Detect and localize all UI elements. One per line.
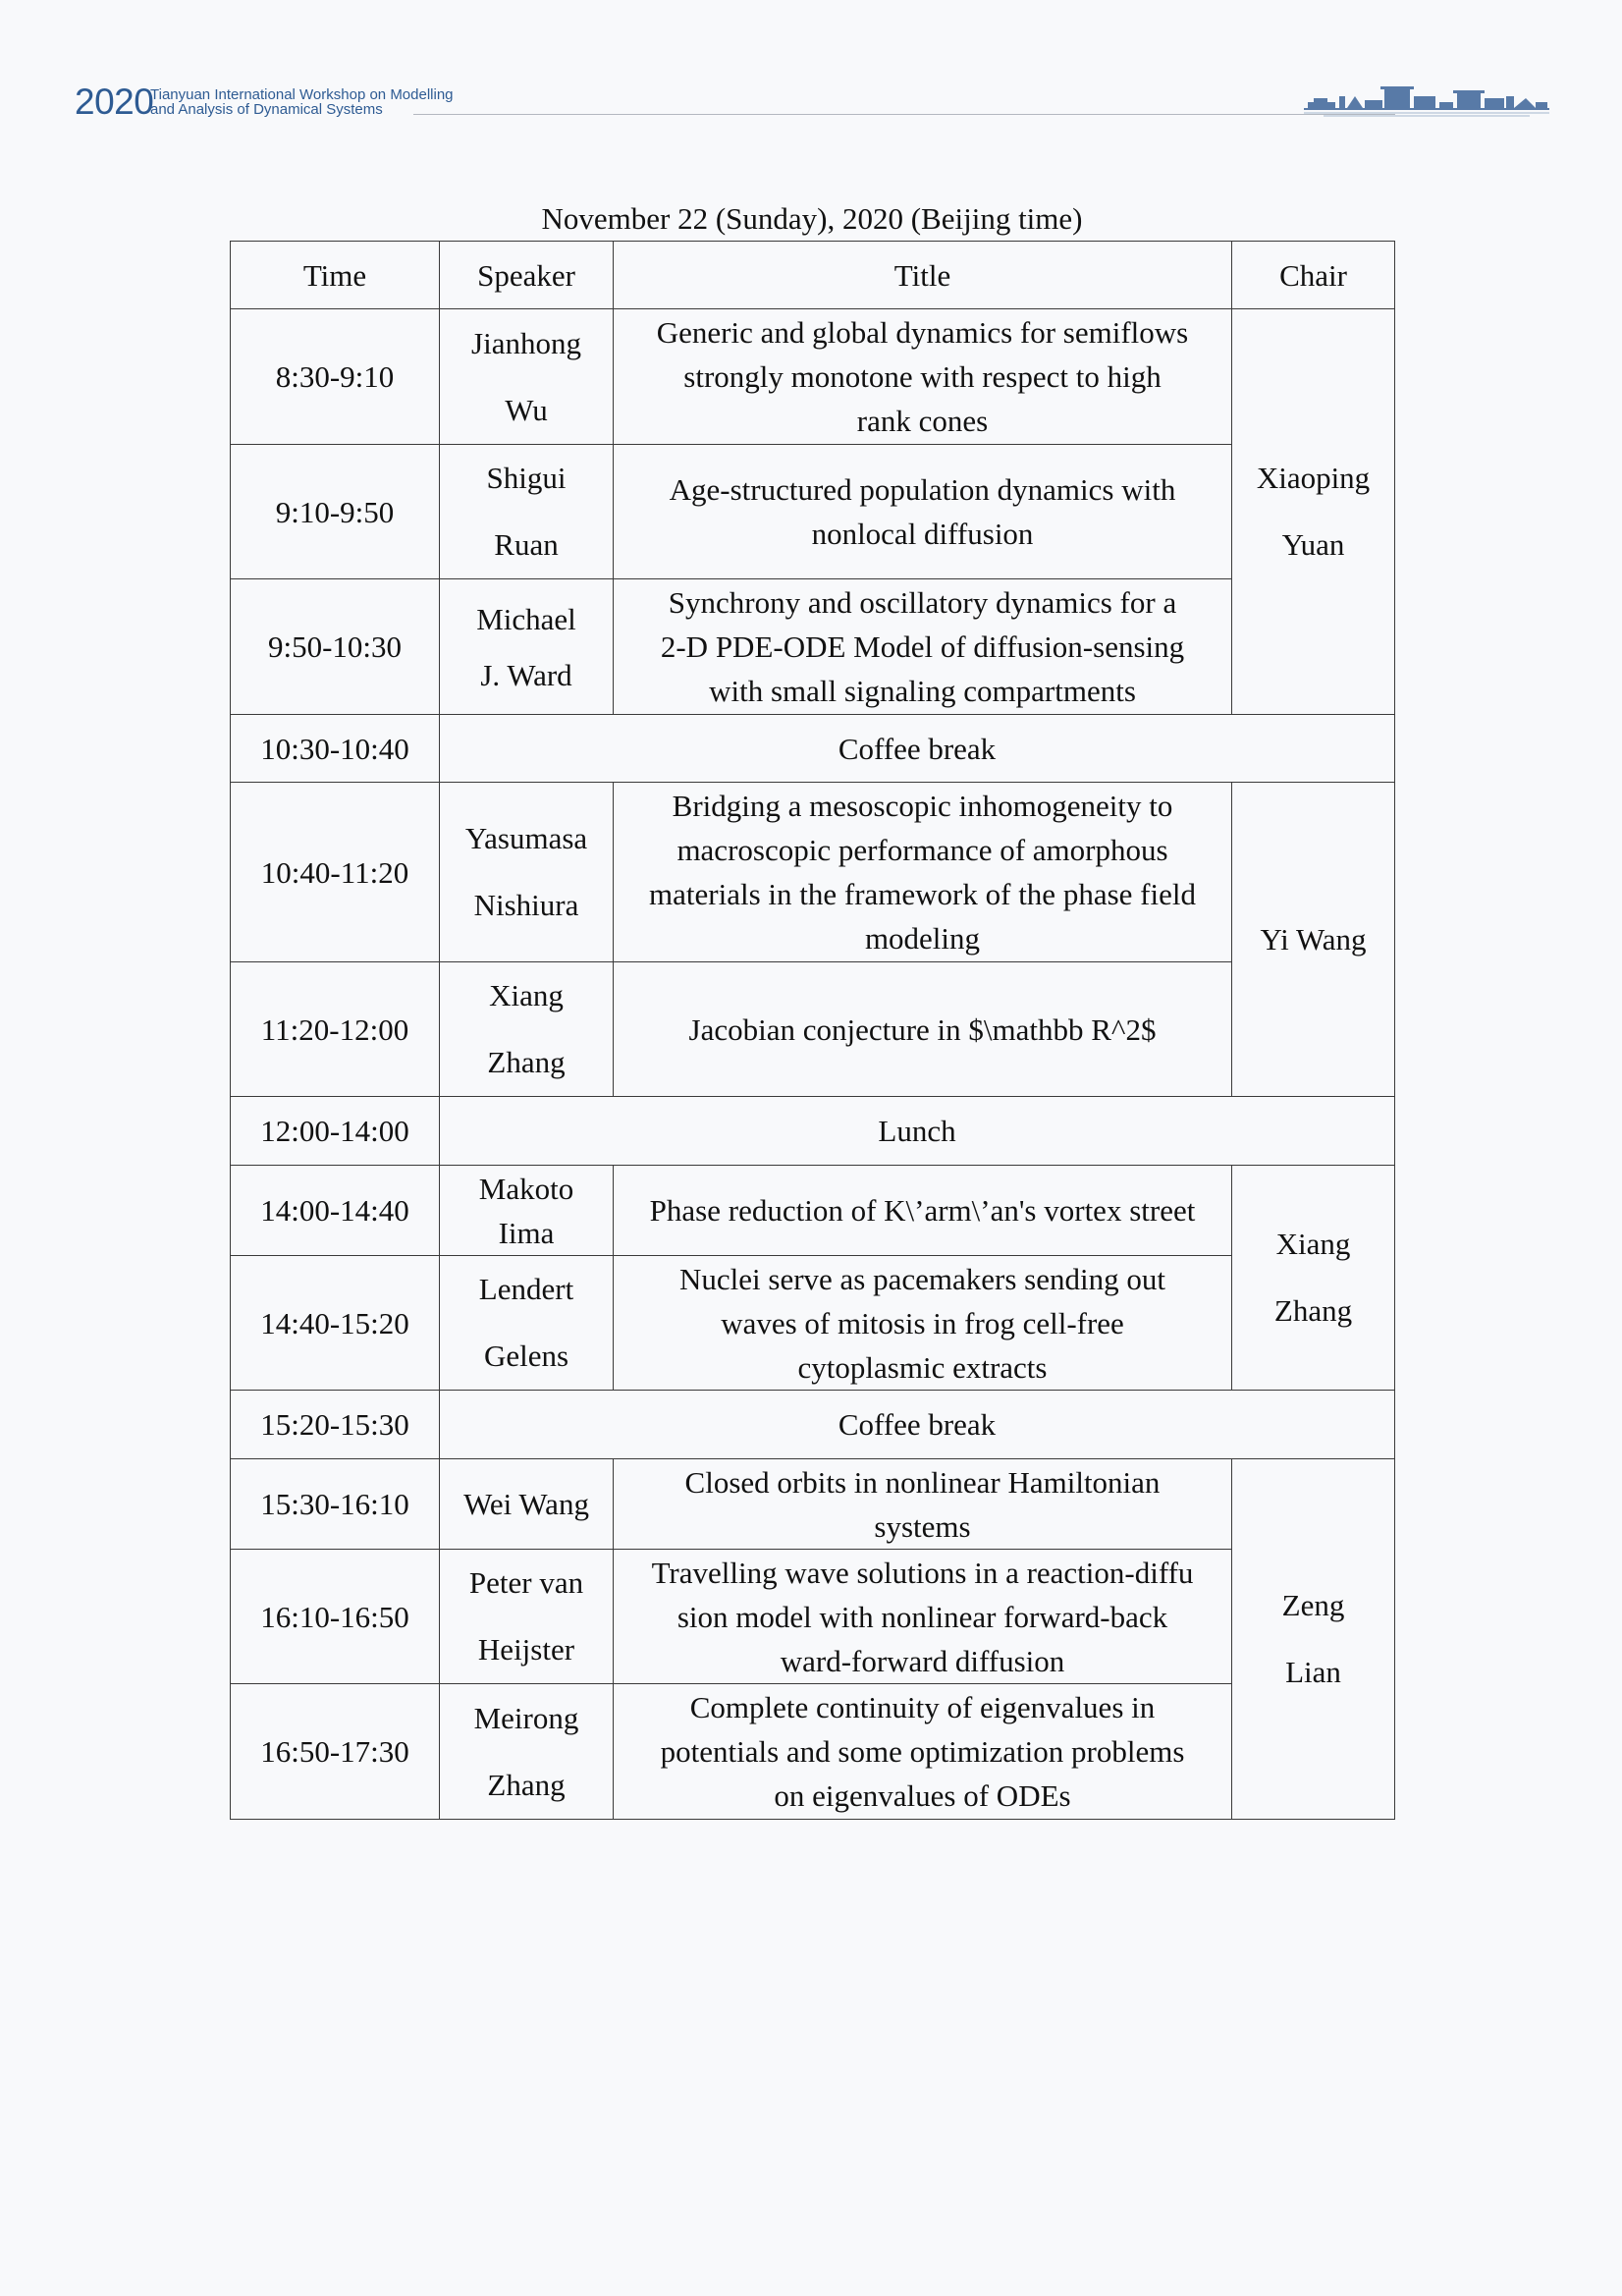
time-cell: 11:20-12:00 — [231, 962, 440, 1097]
speaker-name-line: Shigui — [486, 461, 567, 495]
chair-cell — [1232, 783, 1395, 1097]
chair-name-line: Yuan — [1281, 527, 1345, 562]
chair-cell — [1232, 1166, 1395, 1391]
header-year: 2020 — [75, 82, 154, 122]
title-line: Complete continuity of eigenvalues in — [689, 1690, 1156, 1724]
title-line: rank cones — [856, 404, 989, 438]
chair-cell — [1232, 1459, 1395, 1820]
title-line: Phase reduction of K\’arm\’an's vortex street — [649, 1193, 1196, 1228]
talk-title-cell — [614, 1684, 1232, 1820]
time-cell: 15:30-16:10 — [231, 1459, 440, 1550]
title-line: Generic and global dynamics for semiflows — [656, 315, 1189, 350]
talk-title-cell — [614, 783, 1232, 962]
title-line: sion model with nonlinear forward-back — [676, 1599, 1168, 1634]
talk-title-cell — [614, 1550, 1232, 1684]
time-cell: 16:50-17:30 — [231, 1684, 440, 1820]
speaker-name-line: Makoto — [478, 1171, 574, 1206]
speaker-cell — [440, 445, 614, 579]
talk-title-cell — [614, 309, 1232, 445]
speaker-cell — [440, 1166, 614, 1256]
chair-name-line: Yi Wang — [1260, 921, 1367, 957]
break-label: Coffee break — [440, 715, 1395, 783]
table-row — [231, 445, 1395, 579]
title-line: strongly monotone with respect to high — [683, 359, 1162, 394]
speaker-name-line: Yasumasa — [464, 821, 588, 855]
table-row — [231, 579, 1395, 715]
speaker-name-line: Jianhong — [471, 325, 581, 360]
time-cell: 8:30-9:10 — [231, 309, 440, 445]
time-cell: 10:40-11:20 — [231, 783, 440, 962]
chair-name-line: Zhang — [1273, 1293, 1353, 1328]
schedule-date-caption: November 22 (Sunday), 2020 (Beijing time) — [541, 201, 1083, 236]
break-row — [231, 1097, 1395, 1166]
table-row — [231, 783, 1395, 962]
title-line: Travelling wave solutions in a reaction-diffu — [651, 1555, 1194, 1590]
table-header-row — [231, 242, 1395, 309]
speaker-name-line: Gelens — [483, 1339, 569, 1373]
title-line: Synchrony and oscillatory dynamics for a — [668, 585, 1177, 620]
title-line: 2-D PDE-ODE Model of diffusion-sensing — [660, 629, 1185, 664]
title-line: with small signaling compartments — [709, 674, 1136, 708]
table-row — [231, 309, 1395, 445]
title-line: modeling — [864, 921, 981, 956]
chair-name-line: Lian — [1285, 1655, 1341, 1689]
table-row — [231, 1684, 1395, 1820]
talk-title-cell — [614, 962, 1232, 1097]
talk-title-cell — [614, 1166, 1232, 1256]
title-line: Closed orbits in nonlinear Hamiltonian — [684, 1464, 1161, 1500]
break-row — [231, 1391, 1395, 1459]
time-cell: 14:40-15:20 — [231, 1256, 440, 1391]
speaker-cell — [440, 1256, 614, 1391]
column-header-chair: Chair — [1232, 242, 1395, 309]
speaker-name-line: Michael — [476, 601, 576, 636]
time-cell: 15:20-15:30 — [231, 1391, 440, 1459]
time-cell: 14:00-14:40 — [231, 1166, 440, 1256]
talk-title-cell — [614, 445, 1232, 579]
speaker-cell — [440, 309, 614, 445]
speaker-cell — [440, 783, 614, 962]
time-cell: 9:50-10:30 — [231, 579, 440, 715]
speaker-name-line: J. Ward — [480, 657, 572, 692]
speaker-cell — [440, 1684, 614, 1820]
table-row — [231, 1550, 1395, 1684]
title-line: cytoplasmic extracts — [797, 1349, 1048, 1385]
title-line: Jacobian conjecture in $\mathbb R^2$ — [688, 1011, 1157, 1047]
break-label: Lunch — [440, 1097, 1395, 1166]
workshop-header — [75, 81, 1549, 122]
title-line: waves of mitosis in frog cell-free — [721, 1305, 1124, 1340]
title-line: systems — [874, 1508, 971, 1544]
title-line: materials in the framework of the phase field — [649, 877, 1196, 911]
talk-title-cell — [614, 579, 1232, 715]
column-header-title: Title — [614, 242, 1232, 309]
talk-title-cell — [614, 1256, 1232, 1391]
table-row — [231, 1256, 1395, 1391]
schedule-table — [230, 241, 1395, 1820]
campus-skyline-logo — [1304, 82, 1549, 118]
time-cell: 12:00-14:00 — [231, 1097, 440, 1166]
column-header-speaker: Speaker — [440, 242, 614, 309]
title-line: nonlocal diffusion — [811, 517, 1034, 551]
table-row — [231, 962, 1395, 1097]
chair-name-line: Zeng — [1281, 1588, 1345, 1622]
speaker-cell — [440, 1550, 614, 1684]
break-label: Coffee break — [440, 1391, 1395, 1459]
speaker-name-line: Zhang — [487, 1045, 566, 1079]
speaker-name-line: Nishiura — [473, 888, 579, 922]
chair-name-line: Xiang — [1275, 1227, 1351, 1261]
header-title-line1: Tianyuan International Workshop on Modelling — [150, 86, 454, 103]
speaker-name-line: Zhang — [487, 1767, 566, 1802]
speaker-name-line: Ruan — [494, 527, 559, 562]
time-cell: 10:30-10:40 — [231, 715, 440, 783]
speaker-name-line: Lendert — [478, 1272, 574, 1306]
speaker-name-line: Meirong — [473, 1700, 579, 1735]
title-line: Bridging a mesoscopic inhomogeneity to — [672, 789, 1173, 823]
table-row — [231, 1166, 1395, 1256]
column-header-time: Time — [231, 242, 440, 309]
title-line: ward-forward diffusion — [780, 1643, 1065, 1678]
chair-cell — [1232, 309, 1395, 715]
title-line: potentials and some optimization problems — [660, 1734, 1185, 1769]
talk-title-cell — [614, 1459, 1232, 1550]
speaker-name-line: Wu — [505, 392, 548, 427]
title-line: Nuclei serve as pacemakers sending out — [679, 1261, 1165, 1296]
speaker-cell — [440, 1459, 614, 1550]
speaker-cell — [440, 962, 614, 1097]
title-line: Age-structured population dynamics with — [669, 472, 1176, 507]
speaker-name-line: Heijster — [477, 1632, 575, 1667]
table-row — [231, 1459, 1395, 1550]
speaker-name-line: Peter van — [468, 1565, 584, 1600]
speaker-name-line: Wei Wang — [463, 1487, 589, 1521]
header-title-line2: and Analysis of Dynamical Systems — [150, 101, 383, 118]
speaker-cell — [440, 579, 614, 715]
time-cell: 9:10-9:50 — [231, 445, 440, 579]
title-line: on eigenvalues of ODEs — [774, 1778, 1071, 1813]
title-line: macroscopic performance of amorphous — [676, 833, 1168, 867]
chair-name-line: Xiaoping — [1256, 461, 1371, 495]
header-divider — [413, 114, 1395, 115]
speaker-name-line: Iima — [498, 1215, 555, 1250]
time-cell: 16:10-16:50 — [231, 1550, 440, 1684]
break-row — [231, 715, 1395, 783]
speaker-name-line: Xiang — [489, 978, 564, 1012]
